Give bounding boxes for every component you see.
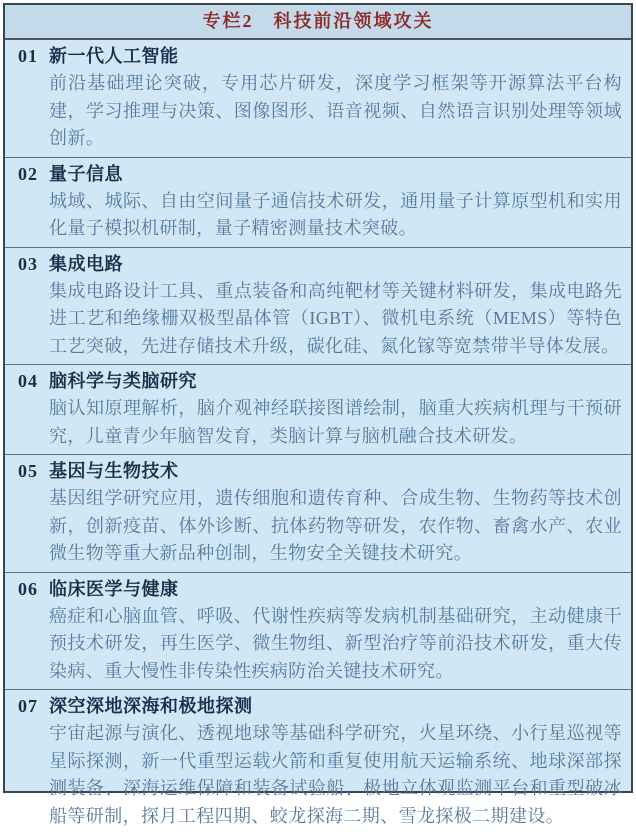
section-row — [5, 572, 631, 690]
section-row — [5, 40, 631, 157]
section-body-text: 基因组学研究应用，遗传细胞和遗传育种、合成生物、生物药等技术创新，创新疫苗、体外诊断、抗体药物等研发，农作物、畜禽水产、农业微生物等重大新品种创制，生物安全关键技术研究。 — [49, 485, 622, 568]
sections-list — [5, 40, 631, 834]
section-header — [5, 368, 631, 395]
section-heading: 基因与生物技术 — [49, 458, 631, 485]
section-header — [5, 43, 631, 70]
section-heading: 集成电路 — [49, 251, 631, 278]
section-header — [5, 576, 631, 603]
section-row — [5, 689, 631, 834]
section-body-text: 前沿基础理论突破，专用芯片研发，深度学习框架等开源算法平台构建，学习推理与决策、图像图形、语音视频、自然语言识别处理等领域创新。 — [49, 70, 622, 153]
section-body-text: 癌症和心脑血管、呼吸、代谢性疾病等发病机制基础研究，主动健康干预技术研发，再生医学、微生物组、新型治疗等前沿技术研发，重大传染病、重大慢性非传染性疾病防治关键技术研究。 — [49, 603, 622, 686]
section-heading: 新一代人工智能 — [49, 43, 631, 70]
section-body-text: 宇宙起源与演化、透视地球等基础科学研究，火星环绕、小行星巡视等星际探测，新一代重型运载火箭和重复使用航天运输系统、地球深部探测装备、深海运维保障和装备试验船、极地立体观监测平台和重型破冰船等研制，探月工程四期、蛟龙探海二期、雪龙探极二期建设。 — [49, 720, 622, 830]
section-number: 05 — [5, 458, 49, 485]
section-row — [5, 247, 631, 365]
section-header — [5, 251, 631, 278]
section-row — [5, 157, 631, 247]
section-number: 07 — [5, 693, 49, 720]
section-number: 01 — [5, 43, 49, 70]
section-number: 03 — [5, 251, 49, 278]
section-number: 02 — [5, 161, 49, 188]
section-row — [5, 454, 631, 572]
section-number: 04 — [5, 368, 49, 395]
section-header — [5, 161, 631, 188]
section-body-text: 集成电路设计工具、重点装备和高纯靶材等关键材料研发，集成电路先进工艺和绝缘栅双极型晶体管（IGBT）、微机电系统（MEMS）等特色工艺突破，先进存储技术升级，碳化硅、氮化镓等宽禁带半导体发展。 — [49, 278, 622, 361]
section-heading: 量子信息 — [49, 161, 631, 188]
section-row — [5, 364, 631, 454]
section-heading: 脑科学与类脑研究 — [49, 368, 631, 395]
section-header — [5, 458, 631, 485]
section-heading: 深空深地深海和极地探测 — [49, 693, 631, 720]
section-number: 06 — [5, 576, 49, 603]
section-header — [5, 693, 631, 720]
section-body-text: 脑认知原理解析，脑介观神经联接图谱绘制，脑重大疾病机理与干预研究，儿童青少年脑智发育，类脑计算与脑机融合技术研发。 — [49, 395, 622, 450]
panel-title: 专栏2 科技前沿领域攻关 — [5, 5, 631, 40]
section-heading: 临床医学与健康 — [49, 576, 631, 603]
column-panel — [3, 3, 633, 793]
section-body-text: 城域、城际、自由空间量子通信技术研发，通用量子计算原型机和实用化量子模拟机研制，量子精密测量技术突破。 — [49, 188, 622, 243]
